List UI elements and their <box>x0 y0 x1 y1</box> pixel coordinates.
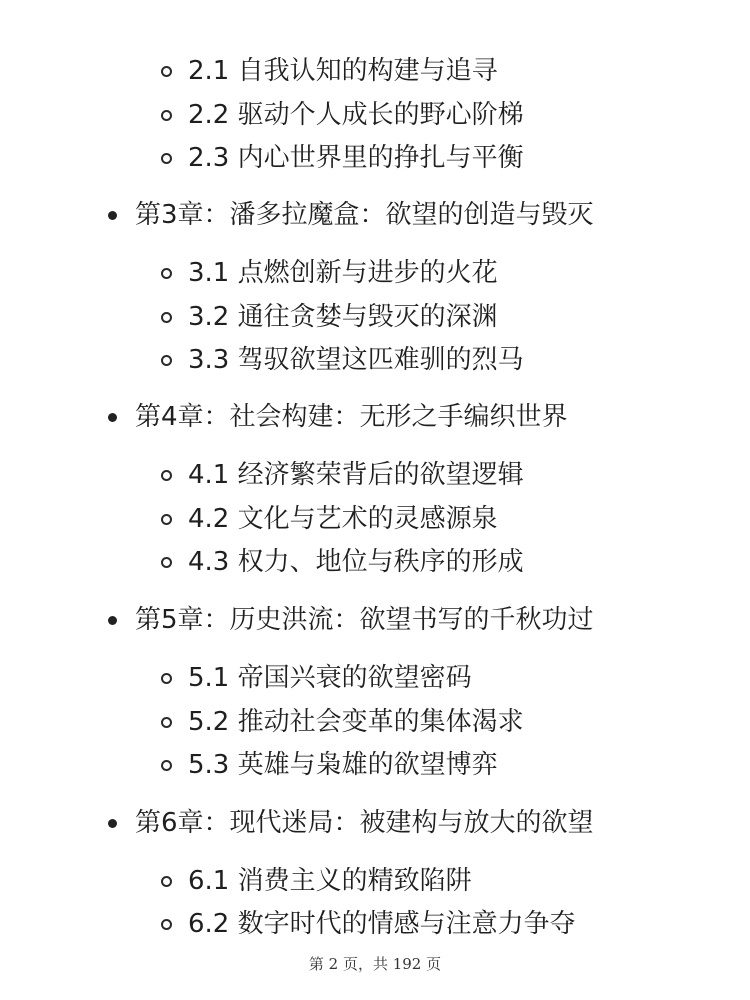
disc-bullet-icon <box>108 211 117 220</box>
toc-entry-5-3[interactable] <box>161 745 498 785</box>
circle-bullet-icon <box>161 66 172 77</box>
toc-entry-label: 3.1 点燃创新与进步的火花 <box>188 258 498 288</box>
toc-entry-2-2[interactable] <box>161 95 524 135</box>
toc-entry-5-1[interactable] <box>161 658 472 698</box>
toc-entry-5-2[interactable] <box>161 702 524 742</box>
toc-chapter-label: 第4章：社会构建：无形之手编织世界 <box>135 402 568 432</box>
toc-entry-label: 2.3 内心世界里的挣扎与平衡 <box>188 143 524 173</box>
circle-bullet-icon <box>161 514 172 525</box>
toc-entry-3-2[interactable] <box>161 297 498 337</box>
toc-entry-label: 5.3 英雄与枭雄的欲望博弈 <box>188 750 498 780</box>
toc-chapter-label: 第5章：历史洪流：欲望书写的千秋功过 <box>135 605 594 635</box>
toc-entry-label: 4.2 文化与艺术的灵感源泉 <box>188 504 498 534</box>
circle-bullet-icon <box>161 717 172 728</box>
toc-chapter-3[interactable] <box>108 195 594 235</box>
toc-entry-label: 5.1 帝国兴衰的欲望密码 <box>188 663 472 693</box>
toc-entry-label: 3.3 驾驭欲望这匹难驯的烈马 <box>188 345 524 375</box>
toc-entry-3-3[interactable] <box>161 340 524 380</box>
circle-bullet-icon <box>161 153 172 164</box>
disc-bullet-icon <box>108 819 117 828</box>
toc-entry-4-3[interactable] <box>161 542 524 582</box>
toc-entry-4-2[interactable] <box>161 499 498 539</box>
toc-entry-label: 4.1 经济繁荣背后的欲望逻辑 <box>188 460 524 490</box>
toc-chapter-label: 第6章：现代迷局：被建构与放大的欲望 <box>135 808 594 838</box>
toc-entry-3-1[interactable] <box>161 253 498 293</box>
toc-entry-label: 6.1 消费主义的精致陷阱 <box>188 866 472 896</box>
circle-bullet-icon <box>161 760 172 771</box>
toc-chapter-4[interactable] <box>108 397 568 437</box>
circle-bullet-icon <box>161 470 172 481</box>
toc-entry-6-1[interactable] <box>161 861 472 901</box>
circle-bullet-icon <box>161 673 172 684</box>
page-number-footer: 第 2 页，共 192 页 <box>308 955 442 973</box>
toc-entry-label: 3.2 通往贪婪与毁灭的深渊 <box>188 302 498 332</box>
toc-entry-label: 4.3 权力、地位与秩序的形成 <box>188 547 524 577</box>
toc-entry-label: 6.2 数字时代的情感与注意力争夺 <box>188 909 576 939</box>
disc-bullet-icon <box>108 413 117 422</box>
toc-entry-2-3[interactable] <box>161 138 524 178</box>
toc-entry-4-1[interactable] <box>161 455 524 495</box>
circle-bullet-icon <box>161 268 172 279</box>
circle-bullet-icon <box>161 919 172 930</box>
disc-bullet-icon <box>108 616 117 625</box>
circle-bullet-icon <box>161 876 172 887</box>
circle-bullet-icon <box>161 312 172 323</box>
toc-chapter-label: 第3章：潘多拉魔盒：欲望的创造与毁灭 <box>135 200 594 230</box>
toc-entry-label: 5.2 推动社会变革的集体渴求 <box>188 707 524 737</box>
toc-chapter-5[interactable] <box>108 600 594 640</box>
toc-chapter-6[interactable] <box>108 803 594 843</box>
circle-bullet-icon <box>161 557 172 568</box>
toc-entry-label: 2.2 驱动个人成长的野心阶梯 <box>188 100 524 130</box>
circle-bullet-icon <box>161 355 172 366</box>
toc-entry-2-1[interactable] <box>161 51 498 91</box>
toc-entry-6-2[interactable] <box>161 904 576 944</box>
circle-bullet-icon <box>161 110 172 121</box>
toc-entry-label: 2.1 自我认知的构建与追寻 <box>188 56 498 86</box>
